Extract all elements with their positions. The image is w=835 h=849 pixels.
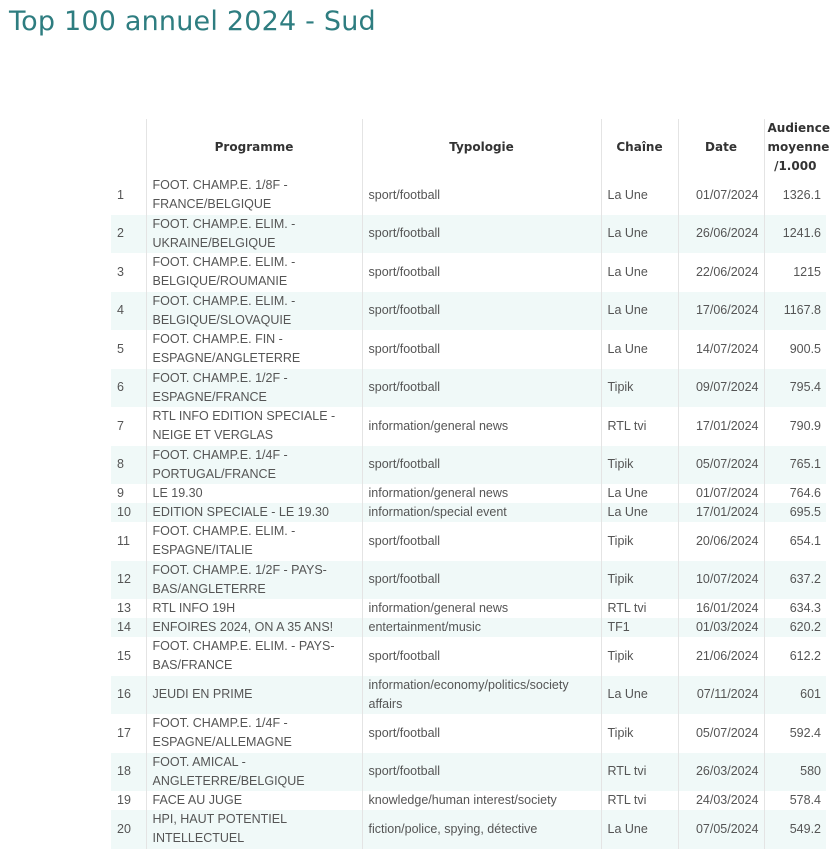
top100-table	[111, 119, 830, 849]
typologie-cell: entertainment/music	[362, 618, 601, 637]
rank-cell: 3	[117, 264, 124, 279]
table-row	[111, 369, 826, 408]
rank-cell: 13	[117, 601, 131, 615]
date-cell: 09/07/2024	[678, 369, 764, 408]
table-row	[111, 503, 826, 522]
typologie-cell: sport/football	[362, 330, 601, 369]
audience-cell: 654.1	[764, 522, 826, 561]
audience-cell: 578.4	[764, 791, 826, 810]
date-cell: 01/07/2024	[678, 484, 764, 503]
table-row	[111, 810, 826, 849]
rank-cell: 16	[111, 676, 146, 715]
rank-cell: 4	[111, 292, 146, 331]
typologie-cell: fiction/police, spying, détective	[362, 810, 601, 849]
programme-cell: FOOT. CHAMP.E. ELIM. - PAYS-BAS/FRANCE	[146, 637, 362, 676]
date-cell: 10/07/2024	[678, 561, 764, 600]
audience-cell: 900.5	[764, 330, 826, 369]
typologie-cell: information/general news	[362, 407, 601, 446]
audience-cell: 580	[764, 753, 826, 792]
rank-cell: 18	[111, 753, 146, 792]
table-body	[111, 176, 826, 849]
rank-column-header	[111, 119, 146, 176]
rank-cell: 10	[111, 503, 146, 522]
programme-cell: FOOT. CHAMP.E. ELIM. - BELGIQUE/ROUMANIE	[146, 253, 362, 292]
chaine-cell: La Une	[601, 330, 678, 369]
rank-cell: 1	[117, 187, 124, 202]
date-column-header[interactable]: Date	[678, 119, 764, 176]
audience-cell: 1167.8	[764, 292, 826, 331]
programme-cell: FOOT. CHAMP.E. 1/4F - PORTUGAL/FRANCE	[146, 446, 362, 485]
programme-cell: RTL INFO EDITION SPECIALE - NEIGE ET VERGLAS	[146, 407, 362, 446]
programme-cell: JEUDI EN PRIME	[146, 676, 362, 715]
typologie-cell: sport/football	[362, 753, 601, 792]
typologie-cell: sport/football	[362, 292, 601, 331]
chaine-cell: Tipik	[601, 369, 678, 408]
page-title: Top 100 annuel 2024 - Sud	[9, 6, 376, 37]
audience-cell: 1241.6	[764, 215, 826, 254]
programme-cell: FOOT. CHAMP.E. ELIM. - ESPAGNE/ITALIE	[146, 522, 362, 561]
programme-cell: FOOT. CHAMP.E. 1/4F - ESPAGNE/ALLEMAGNE	[146, 714, 362, 753]
table-row	[111, 753, 826, 792]
rank-cell: 12	[111, 561, 146, 600]
programme-cell: FOOT. AMICAL - ANGLETERRE/BELGIQUE	[146, 753, 362, 792]
typologie-cell: sport/football	[362, 446, 601, 485]
table-row	[111, 522, 826, 561]
typologie-cell: sport/football	[362, 369, 601, 408]
date-cell: 01/03/2024	[678, 618, 764, 637]
programme-cell: FOOT. CHAMP.E. ELIM. - UKRAINE/BELGIQUE	[146, 215, 362, 254]
date-cell: 01/07/2024	[678, 176, 764, 215]
chaine-cell: Tipik	[601, 446, 678, 485]
date-cell: 17/01/2024	[678, 407, 764, 446]
rank-cell: 8	[111, 446, 146, 485]
chaine-cell: Tipik	[601, 714, 678, 753]
audience-cell: 764.6	[764, 484, 826, 503]
audience-header-line2: moyenne	[767, 140, 830, 154]
typologie-cell: information/general news	[362, 599, 601, 618]
chaine-cell: Tipik	[601, 561, 678, 600]
chaine-cell: La Une	[601, 253, 678, 292]
audience-column-header[interactable]	[764, 119, 830, 176]
table-row	[111, 215, 826, 254]
date-cell: 05/07/2024	[678, 446, 764, 485]
audience-cell: 765.1	[764, 446, 826, 485]
programme-cell: EDITION SPECIALE - LE 19.30	[146, 503, 362, 522]
chaine-cell: TF1	[601, 618, 678, 637]
table-row	[111, 176, 826, 215]
programme-cell: FOOT. CHAMP.E. 1/8F - FRANCE/BELGIQUE	[146, 176, 362, 215]
rank-cell: 9	[117, 486, 124, 500]
date-cell: 21/06/2024	[678, 637, 764, 676]
typologie-cell: sport/football	[362, 561, 601, 600]
date-cell: 16/01/2024	[678, 599, 764, 618]
typologie-cell: sport/football	[362, 253, 601, 292]
top100-table-container	[111, 119, 830, 849]
audience-cell: 620.2	[764, 618, 826, 637]
table-row	[111, 618, 826, 637]
chaine-cell: RTL tvi	[601, 791, 678, 810]
typologie-column-header[interactable]: Typologie	[362, 119, 601, 176]
date-cell: 24/03/2024	[678, 791, 764, 810]
typologie-cell: sport/football	[362, 637, 601, 676]
date-cell: 17/01/2024	[678, 503, 764, 522]
chaine-cell: Tipik	[601, 522, 678, 561]
typologie-cell: sport/football	[362, 714, 601, 753]
typologie-cell: sport/football	[362, 215, 601, 254]
rank-cell: 5	[117, 341, 124, 356]
chaine-cell: RTL tvi	[601, 599, 678, 618]
programme-cell: FACE AU JUGE	[146, 791, 362, 810]
typologie-cell: information/economy/politics/society affairs	[362, 676, 601, 715]
rank-cell: 7	[117, 418, 124, 433]
audience-cell: 695.5	[764, 503, 826, 522]
rank-cell: 11	[117, 533, 130, 548]
rank-cell: 20	[111, 810, 146, 849]
table-row	[111, 292, 826, 331]
chaine-cell: La Une	[601, 484, 678, 503]
table-row	[111, 407, 826, 446]
chaine-cell: La Une	[601, 292, 678, 331]
date-cell: 20/06/2024	[678, 522, 764, 561]
date-cell: 17/06/2024	[678, 292, 764, 331]
rank-cell: 2	[111, 215, 146, 254]
chaine-cell: Tipik	[601, 637, 678, 676]
table-row	[111, 253, 826, 292]
audience-header-line1: Audience	[767, 121, 830, 135]
audience-cell: 1326.1	[764, 176, 826, 215]
table-row	[111, 637, 826, 676]
typologie-cell: sport/football	[362, 522, 601, 561]
programme-column-header[interactable]: Programme	[146, 119, 362, 176]
rank-cell: 17	[117, 725, 131, 740]
table-row	[111, 791, 826, 810]
table-row	[111, 599, 826, 618]
table-row	[111, 561, 826, 600]
table-row	[111, 484, 826, 503]
audience-cell: 549.2	[764, 810, 826, 849]
table-header-row	[111, 119, 826, 176]
typologie-cell: information/general news	[362, 484, 601, 503]
audience-cell: 795.4	[764, 369, 826, 408]
audience-cell: 634.3	[764, 599, 826, 618]
programme-cell: FOOT. CHAMP.E. 1/2F - PAYS-BAS/ANGLETERRE	[146, 561, 362, 600]
audience-cell: 592.4	[764, 714, 826, 753]
chaine-cell: RTL tvi	[601, 407, 678, 446]
audience-cell: 1215	[764, 253, 826, 292]
chaine-cell: RTL tvi	[601, 753, 678, 792]
typologie-cell: sport/football	[362, 176, 601, 215]
programme-cell: LE 19.30	[146, 484, 362, 503]
date-cell: 14/07/2024	[678, 330, 764, 369]
chaine-cell: La Une	[601, 176, 678, 215]
typologie-cell: information/special event	[362, 503, 601, 522]
chaine-cell: La Une	[601, 215, 678, 254]
table-row	[111, 676, 826, 715]
rank-cell: 19	[117, 793, 131, 807]
programme-cell: HPI, HAUT POTENTIEL INTELLECTUEL	[146, 810, 362, 849]
typologie-cell: knowledge/human interest/society	[362, 791, 601, 810]
date-cell: 26/06/2024	[678, 215, 764, 254]
programme-cell: FOOT. CHAMP.E. ELIM. - BELGIQUE/SLOVAQUIE	[146, 292, 362, 331]
rank-cell: 15	[117, 648, 131, 663]
date-cell: 07/05/2024	[678, 810, 764, 849]
date-cell: 05/07/2024	[678, 714, 764, 753]
audience-cell: 601	[764, 676, 826, 715]
date-cell: 26/03/2024	[678, 753, 764, 792]
programme-cell: RTL INFO 19H	[146, 599, 362, 618]
chaine-cell: La Une	[601, 503, 678, 522]
date-cell: 22/06/2024	[678, 253, 764, 292]
audience-cell: 612.2	[764, 637, 826, 676]
table-row	[111, 330, 826, 369]
rank-cell: 6	[111, 369, 146, 408]
chaine-cell: La Une	[601, 676, 678, 715]
audience-header-line3: /1.000	[774, 159, 817, 173]
table-row	[111, 446, 826, 485]
programme-cell: FOOT. CHAMP.E. FIN - ESPAGNE/ANGLETERRE	[146, 330, 362, 369]
date-cell: 07/11/2024	[678, 676, 764, 715]
chaine-cell: La Une	[601, 810, 678, 849]
programme-cell: ENFOIRES 2024, ON A 35 ANS!	[146, 618, 362, 637]
audience-cell: 790.9	[764, 407, 826, 446]
rank-cell: 14	[111, 618, 146, 637]
programme-cell: FOOT. CHAMP.E. 1/2F - ESPAGNE/FRANCE	[146, 369, 362, 408]
table-row	[111, 714, 826, 753]
audience-cell: 637.2	[764, 561, 826, 600]
chaine-column-header[interactable]: Chaîne	[601, 119, 678, 176]
